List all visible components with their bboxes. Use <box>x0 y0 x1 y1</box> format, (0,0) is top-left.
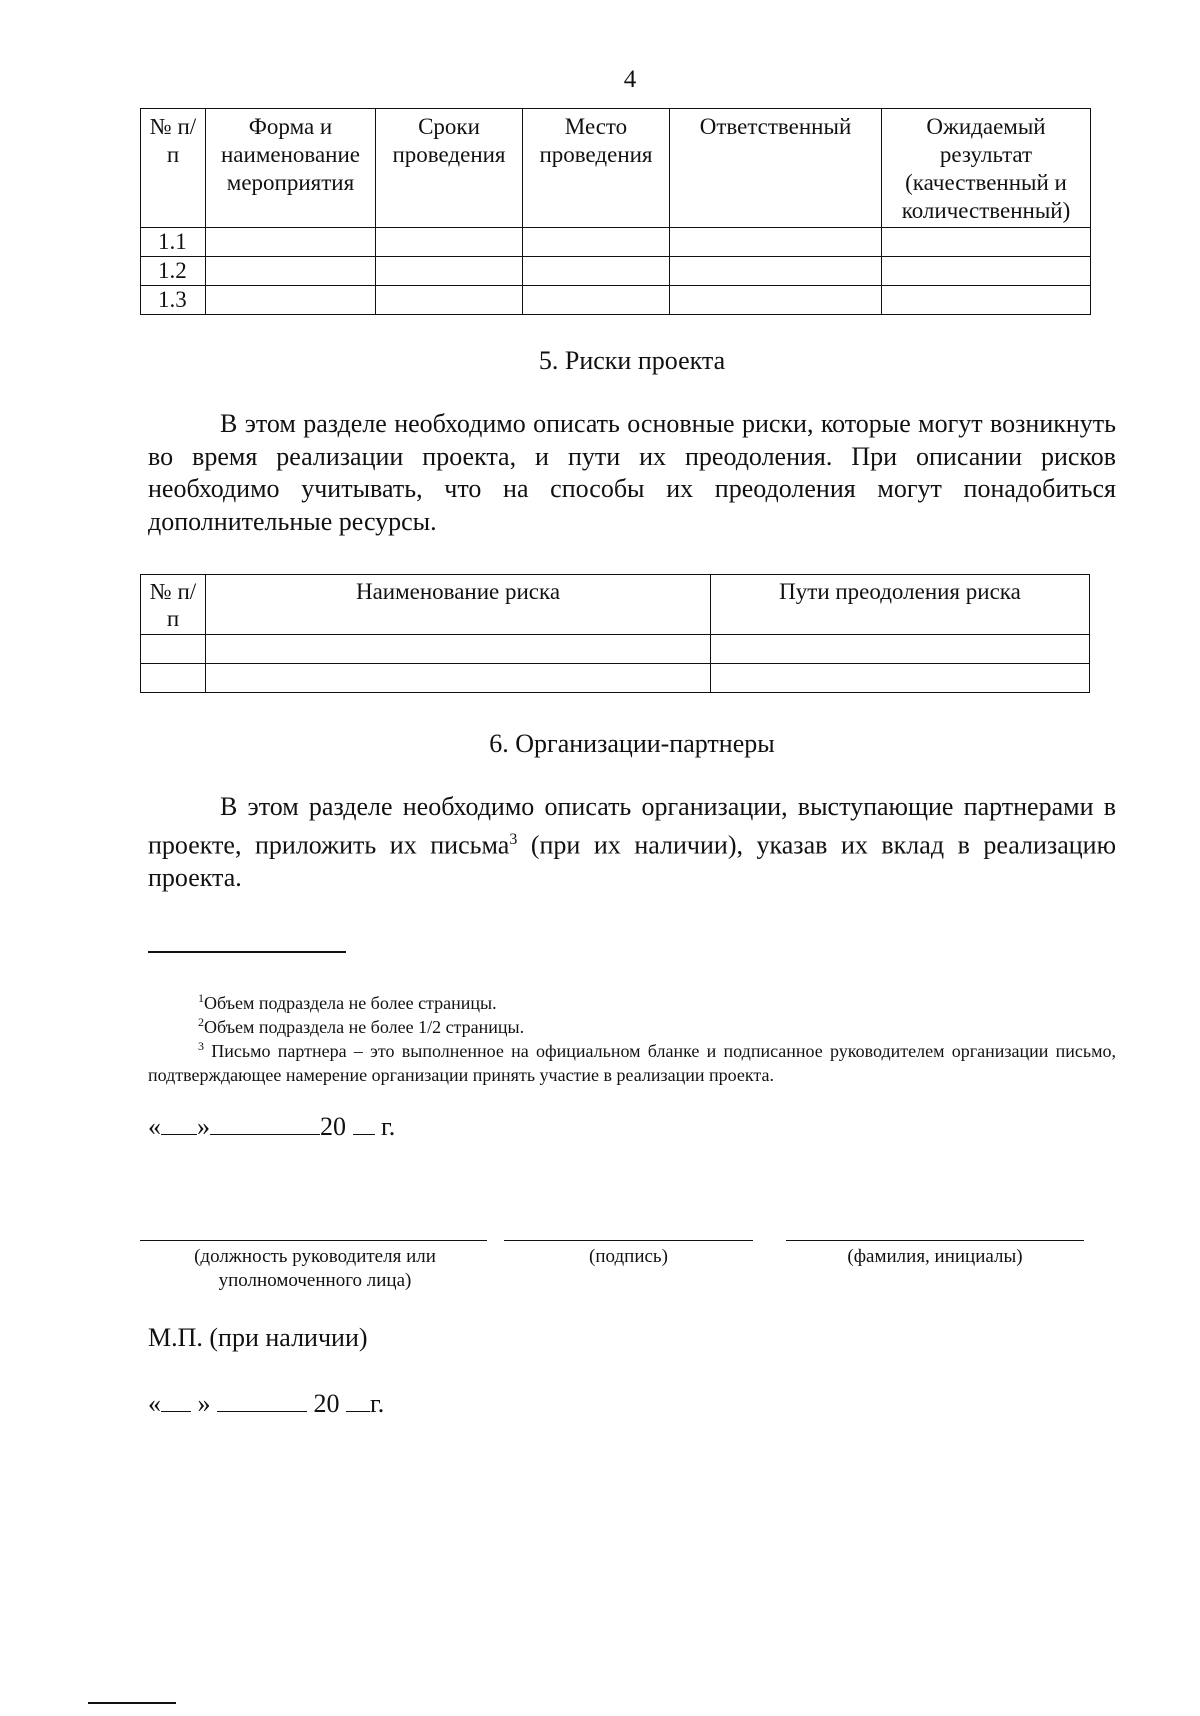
footnote-mark: 1 <box>198 991 204 1005</box>
month-blank <box>217 1389 307 1412</box>
name-signature-line <box>786 1240 1084 1241</box>
table-cell <box>670 257 882 286</box>
day-blank <box>161 1112 197 1135</box>
date-line-top <box>148 1112 395 1142</box>
header-expected-result: Ожидаемый результат (качественный и количественный) <box>882 109 1091 228</box>
footnote-text: Объем подраздела не более 1/2 страницы. <box>204 1017 525 1037</box>
header-mitigation: Пути преодоления риска <box>711 575 1090 635</box>
position-caption: (должность руководителя или уполномоченного лица) <box>194 1246 436 1291</box>
footnote-mark: 2 <box>198 1015 204 1029</box>
row-number: 1.2 <box>141 257 206 286</box>
table-row <box>141 664 1090 693</box>
page-edge-mark <box>88 1702 176 1704</box>
risks-table-header <box>141 575 1090 635</box>
table-cell <box>523 286 670 315</box>
table-cell <box>206 664 711 693</box>
page-number: 4 <box>623 66 637 93</box>
header-risk-name: Наименование риска <box>206 575 711 635</box>
section-6-body-end: (при их наличии), указав их вклад в реализацию проекта. <box>148 830 1116 892</box>
events-table-header <box>141 109 1091 228</box>
events-table <box>140 108 1091 315</box>
table-cell <box>206 228 376 257</box>
open-quote: « <box>148 1112 161 1141</box>
header-number: № п/п <box>141 575 206 635</box>
header-dates: Сроки проведения <box>376 109 523 228</box>
table-cell <box>882 286 1091 315</box>
header-venue: Место проведения <box>523 109 670 228</box>
footnote-ref: 3 <box>509 830 518 848</box>
table-cell <box>670 286 882 315</box>
table-cell <box>141 664 206 693</box>
header-responsible: Ответственный <box>670 109 882 228</box>
section-6-body-start: В этом разделе необходимо описать организации, выступающие партнерами в проекте, приложить их письма <box>148 792 1116 860</box>
table-row <box>141 228 1091 257</box>
table-cell <box>206 286 376 315</box>
table-cell <box>882 228 1091 257</box>
table-cell <box>141 635 206 664</box>
open-quote: « <box>148 1389 161 1418</box>
row-number: 1.1 <box>141 228 206 257</box>
table-cell <box>376 286 523 315</box>
footnote-3 <box>148 1034 1116 1087</box>
day-blank <box>161 1389 191 1412</box>
section-5-text <box>148 408 1116 538</box>
table-cell <box>206 257 376 286</box>
year-prefix: 20 <box>313 1389 340 1418</box>
table-cell <box>206 635 711 664</box>
table-row <box>141 286 1091 315</box>
table-row <box>141 257 1091 286</box>
signature-caption: (подпись) <box>589 1246 668 1267</box>
row-number: 1.3 <box>141 286 206 315</box>
table-cell <box>711 635 1090 664</box>
year-suffix: г. <box>370 1389 385 1418</box>
table-cell <box>523 257 670 286</box>
table-cell <box>523 228 670 257</box>
name-caption: (фамилия, инициалы) <box>847 1246 1023 1267</box>
close-quote: » <box>197 1112 210 1141</box>
table-cell <box>670 228 882 257</box>
header-number: № п/п <box>141 109 206 228</box>
footnote-mark: 3 <box>198 1039 204 1053</box>
close-quote: » <box>197 1389 211 1418</box>
section-6-text <box>148 791 1116 894</box>
footnote-text: Письмо партнера – это выполненное на официальном бланке и подписанное руководителем организации письмо, подтверждающее намерение организации принять участие в реализации проекта. <box>148 1041 1116 1085</box>
table-cell <box>711 664 1090 693</box>
section-6-heading: 6. Организации-партнеры <box>489 729 775 758</box>
position-signature-line <box>140 1240 487 1241</box>
year-blank <box>353 1112 375 1135</box>
date-line-bottom <box>148 1389 384 1419</box>
table-cell <box>376 257 523 286</box>
year-suffix: г. <box>381 1112 396 1141</box>
section-5-body: В этом разделе необходимо описать основные риски, которые могут возникнуть во время реализации проекта, и пути их преодоления. При описании рисков необходимо учитывать, что на способы их преодоления могут понадобиться дополнительные ресурсы. <box>148 409 1116 536</box>
risks-table <box>140 574 1090 693</box>
table-cell <box>376 228 523 257</box>
footnote-separator <box>148 951 346 953</box>
year-prefix: 20 <box>320 1112 346 1141</box>
year-blank <box>346 1389 370 1412</box>
header-event-form: Форма и наименование мероприятия <box>206 109 376 228</box>
table-cell <box>882 257 1091 286</box>
signature-line <box>504 1240 753 1241</box>
stamp-note: М.П. (при наличии) <box>148 1323 368 1352</box>
table-row <box>141 635 1090 664</box>
section-5-heading: 5. Риски проекта <box>538 346 726 375</box>
footnote-text: Объем подраздела не более страницы. <box>204 993 497 1013</box>
month-blank <box>210 1112 320 1135</box>
